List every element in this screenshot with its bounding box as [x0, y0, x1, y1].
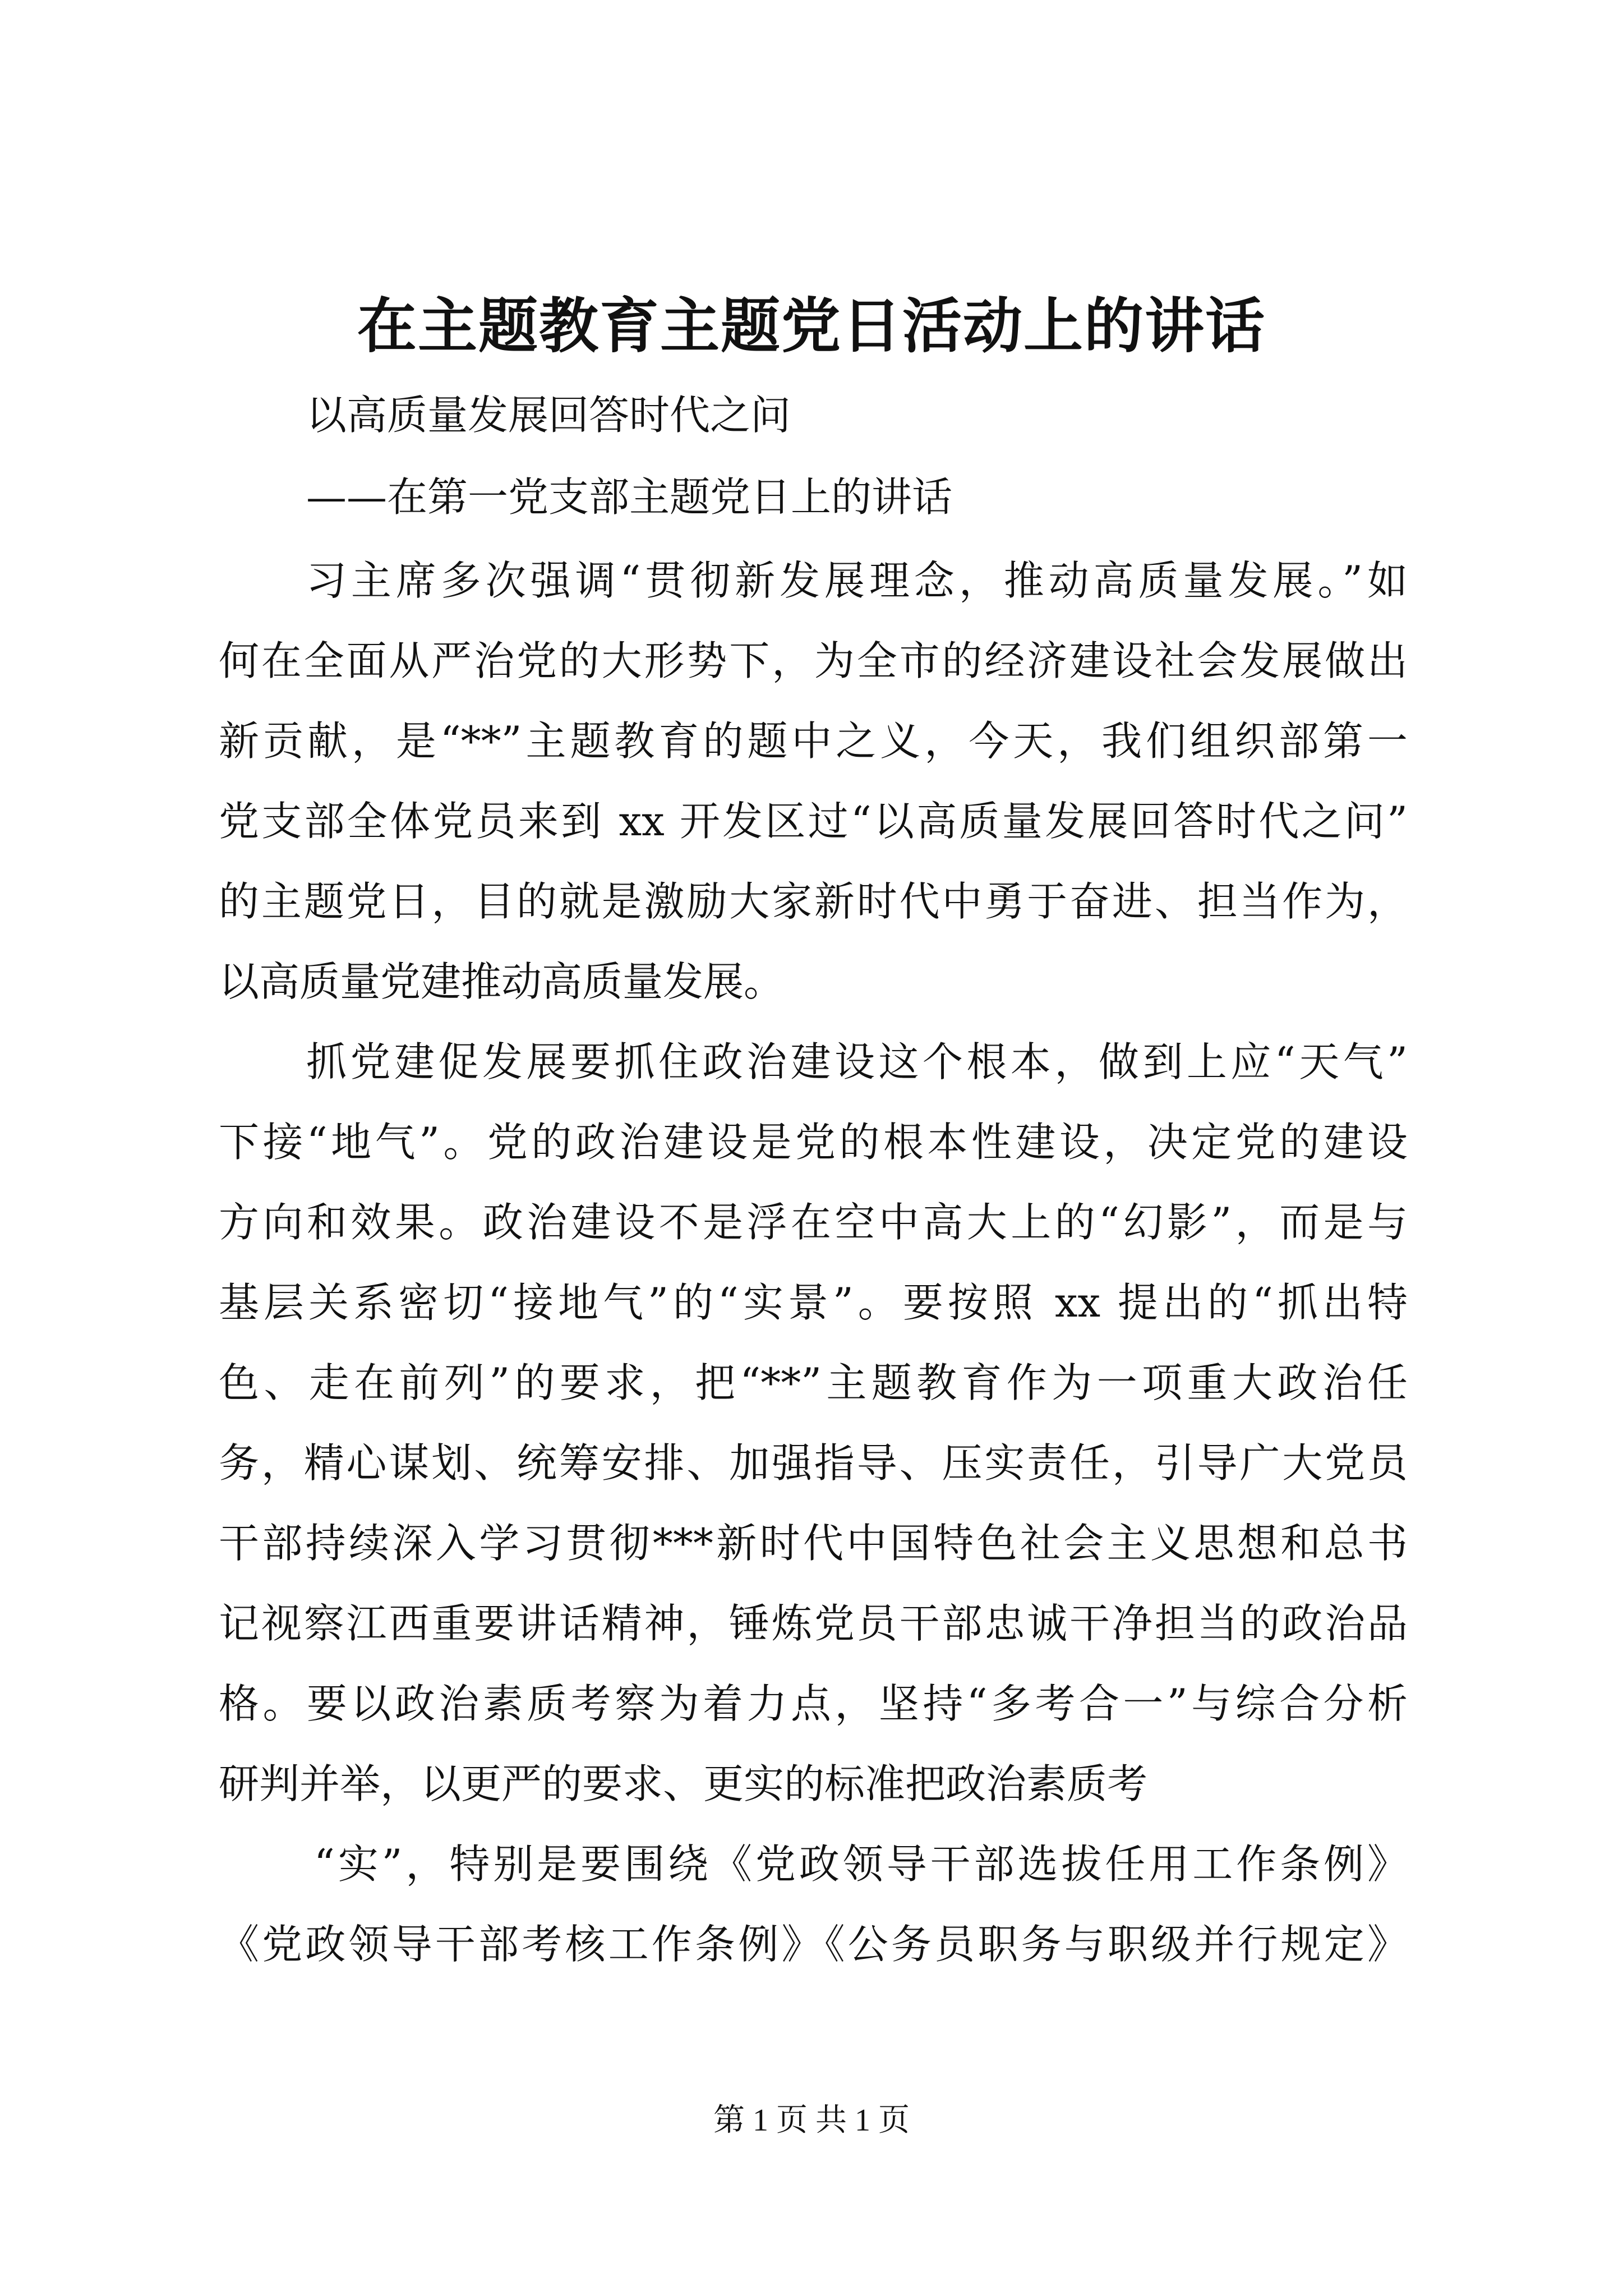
body-line-17: “实”，特别是要围绕《党政领导干部选拔任用工作条例》 [314, 1841, 1408, 1888]
body-line-15: 格。要以政治素质考察为着力点，坚持“多考合一”与综合分析 [219, 1680, 1408, 1727]
body-line-5: 的主题党日，目的就是激励大家新时代中勇于奋进、担当作为， [219, 878, 1408, 925]
body-line-14: 记视察江西重要讲话精神，锤炼党员干部忠诚干净担当的政治品 [219, 1600, 1408, 1647]
body-line-8: 下接“地气”。党的政治建设是党的根本性建设，决定党的建设 [219, 1119, 1408, 1166]
body-line-11: 色、走在前列”的要求，把“**”主题教育作为一项重大政治任 [219, 1359, 1408, 1406]
document-subtitle: 以高质量发展回答时代之问 [306, 392, 791, 439]
body-line-1: 习主席多次强调“贯彻新发展理念，推动高质量发展。”如 [306, 557, 1408, 604]
body-line-2: 何在全面从严治党的大形势下，为全市的经济建设社会发展做出 [219, 637, 1408, 684]
body-line-6: 以高质量党建推动高质量发展。 [219, 958, 785, 1005]
body-line-3: 新贡献，是“**”主题教育的题中之义，今天，我们组织部第一 [219, 717, 1408, 765]
body-line-7: 抓党建促发展要抓住政治建设这个根本，做到上应“天气” [306, 1038, 1408, 1085]
body-line-13: 干部持续深入学习贯彻***新时代中国特色社会主义思想和总书 [219, 1520, 1408, 1567]
document-subheading: ——在第一党支部主题党日上的讲话 [306, 473, 953, 521]
body-line-16: 研判并举，以更严的要求、更实的标准把政治素质考 [219, 1760, 1148, 1807]
body-line-18: 《党政领导干部考核工作条例》《公务员职务与职级并行规定》 [219, 1921, 1408, 1968]
page-footer: 第 1 页 共 1 页 [713, 2103, 910, 2138]
body-line-10: 基层关系密切“接地气”的“实景”。要按照 xx 提出的“抓出特 [219, 1279, 1408, 1326]
body-line-9: 方向和效果。政治建设不是浮在空中高大上的“幻影”，而是与 [219, 1199, 1408, 1246]
body-line-4: 党支部全体党员来到 xx 开发区过“以高质量发展回答时代之问” [219, 798, 1408, 845]
document-title: 在主题教育主题党日活动上的讲话 [357, 292, 1266, 361]
body-line-12: 务，精心谋划、统筹安排、加强指导、压实责任，引导广大党员 [219, 1439, 1408, 1487]
